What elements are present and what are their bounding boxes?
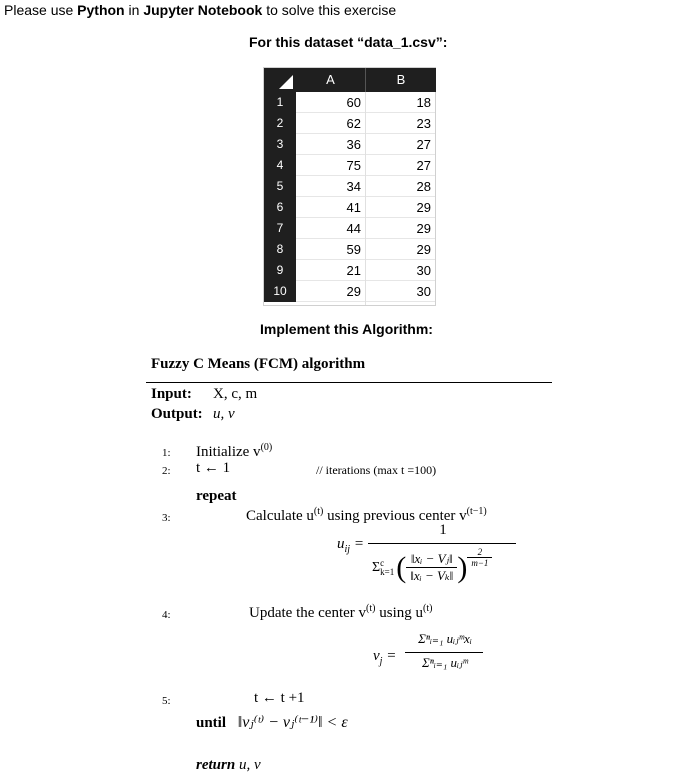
input-line — [151, 386, 257, 403]
line-number: 2: — [162, 465, 171, 477]
intro-part: in — [124, 2, 144, 18]
sum-sub: k=1 — [380, 566, 395, 577]
row-header[interactable]: 6 — [264, 197, 296, 218]
paren-right: ) — [457, 550, 468, 584]
line-t-init: t ← 1 — [196, 460, 231, 476]
line-update-center — [249, 603, 432, 622]
cell-a[interactable]: 41 — [296, 197, 365, 218]
dataset-title: For this dataset “data_1.csv”: — [249, 34, 448, 50]
paren-left: ( — [396, 550, 407, 584]
output-label: Output: — [151, 406, 203, 422]
vj-numerator: Σⁿᵢ₌₁ uᵢⱼᵐxᵢ — [418, 631, 472, 646]
return-value: u, v — [238, 757, 261, 773]
until-keyword: until — [196, 715, 227, 731]
line-number: 3: — [162, 512, 171, 524]
cell-b[interactable]: 23 — [366, 113, 435, 134]
uij-lhs: $u_{ij}$ = — [337, 536, 364, 555]
repeat-keyword: repeat — [196, 488, 237, 504]
sum-symbol: Σ — [372, 559, 381, 575]
row-header[interactable]: 7 — [264, 218, 296, 239]
row-header[interactable]: 8 — [264, 239, 296, 260]
uij-denominator — [372, 547, 492, 584]
input-label: Input: — [151, 386, 192, 402]
cell-a[interactable]: 44 — [296, 218, 365, 239]
uij-sub: ij — [344, 544, 351, 555]
intro-jupyter: Jupyter Notebook — [143, 2, 263, 18]
cell-a[interactable]: 62 — [296, 113, 365, 134]
implement-title: Implement this Algorithm: — [260, 321, 433, 337]
algorithm-title: Fuzzy C Means (FCM) algorithm — [151, 356, 366, 372]
iterations-comment: // iterations (max t =100) — [316, 463, 437, 477]
uij-fraction-bar — [368, 543, 516, 544]
cell-b[interactable]: 27 — [366, 134, 435, 155]
update-text: using u — [375, 605, 423, 621]
cell-b[interactable]: 29 — [366, 218, 435, 239]
select-all-corner[interactable] — [264, 68, 296, 92]
cell-b[interactable]: 27 — [366, 155, 435, 176]
line-number: 5: — [162, 695, 171, 707]
vj-denominator: Σⁿᵢ₌₁ uᵢⱼᵐ — [422, 655, 468, 670]
uij-symbol: u — [337, 536, 345, 552]
vj-sub: j — [379, 656, 383, 667]
row-header[interactable]: 1 — [264, 92, 296, 113]
cell-b[interactable]: 29 — [366, 239, 435, 260]
vj-symbol: v — [373, 648, 380, 664]
update-text: Update the center v — [249, 605, 367, 621]
cell-a[interactable]: 60 — [296, 92, 365, 113]
cell-a[interactable]: 36 — [296, 134, 365, 155]
uij-numerator: 1 — [439, 522, 447, 538]
line-initialize — [196, 442, 272, 461]
cell-a[interactable]: 75 — [296, 155, 365, 176]
column-header-b[interactable]: B — [365, 68, 436, 92]
output-line — [151, 406, 235, 423]
spreadsheet — [263, 67, 436, 306]
row-header[interactable]: 5 — [264, 176, 296, 197]
vj-lhs: $v_j$ = — [373, 648, 397, 667]
norm-den: ‖xᵢ − Vₖ‖ — [410, 568, 454, 583]
line-increment-t: t ← t +1 — [254, 690, 305, 706]
calc-sup: (t) — [313, 506, 324, 517]
row-header[interactable]: 2 — [264, 113, 296, 134]
column-header-a[interactable]: A — [296, 68, 365, 92]
return-line — [196, 757, 261, 774]
calc-sup: (t−1) — [466, 506, 487, 517]
cell-b[interactable]: 30 — [366, 281, 435, 302]
title-rule — [146, 382, 552, 383]
corner-triangle-icon — [279, 75, 293, 89]
cell-a[interactable]: 34 — [296, 176, 365, 197]
update-sup: (t) — [423, 603, 433, 614]
exponent — [467, 547, 492, 568]
cell-a[interactable]: 21 — [296, 260, 365, 281]
intro-part: to solve this exercise — [262, 2, 397, 18]
intro-part: Please use — [4, 2, 78, 18]
cell-a[interactable]: 59 — [296, 239, 365, 260]
cell-b[interactable]: 29 — [366, 197, 435, 218]
update-sup: (t) — [366, 603, 376, 614]
input-value: X, c, m — [213, 386, 258, 402]
intro-text — [4, 2, 396, 18]
cell-b[interactable]: 30 — [366, 260, 435, 281]
initialize-text: Initialize v — [196, 444, 261, 460]
return-keyword: return — [196, 757, 236, 773]
exp-den: m−1 — [471, 558, 489, 568]
sum-sup: c — [380, 557, 385, 568]
norm-ratio — [406, 551, 457, 584]
until-line — [196, 712, 348, 732]
calc-text: using previous center v — [323, 508, 467, 524]
intro-python: Python — [77, 2, 125, 18]
output-value: u, v — [213, 406, 235, 422]
norm-num: ‖xᵢ − Vⱼ‖ — [410, 551, 453, 566]
vj-fraction-bar — [405, 652, 483, 653]
exp-num: 2 — [477, 547, 483, 557]
convergence-expression: ‖vⱼ⁽ᵗ⁾ − vⱼ⁽ᵗ⁻¹⁾‖ < ε — [237, 714, 348, 731]
row-header[interactable]: 9 — [264, 260, 296, 281]
cell-a[interactable]: 29 — [296, 281, 365, 302]
row-header[interactable]: 3 — [264, 134, 296, 155]
line-number: 4: — [162, 609, 171, 621]
row-header[interactable]: 4 — [264, 155, 296, 176]
cell-b[interactable]: 28 — [366, 176, 435, 197]
cell-b[interactable]: 18 — [366, 92, 435, 113]
line-number: 1: — [162, 447, 171, 459]
initialize-sup: (0) — [260, 442, 273, 453]
row-header[interactable]: 10 — [264, 281, 296, 302]
calc-text: Calculate u — [246, 508, 314, 524]
